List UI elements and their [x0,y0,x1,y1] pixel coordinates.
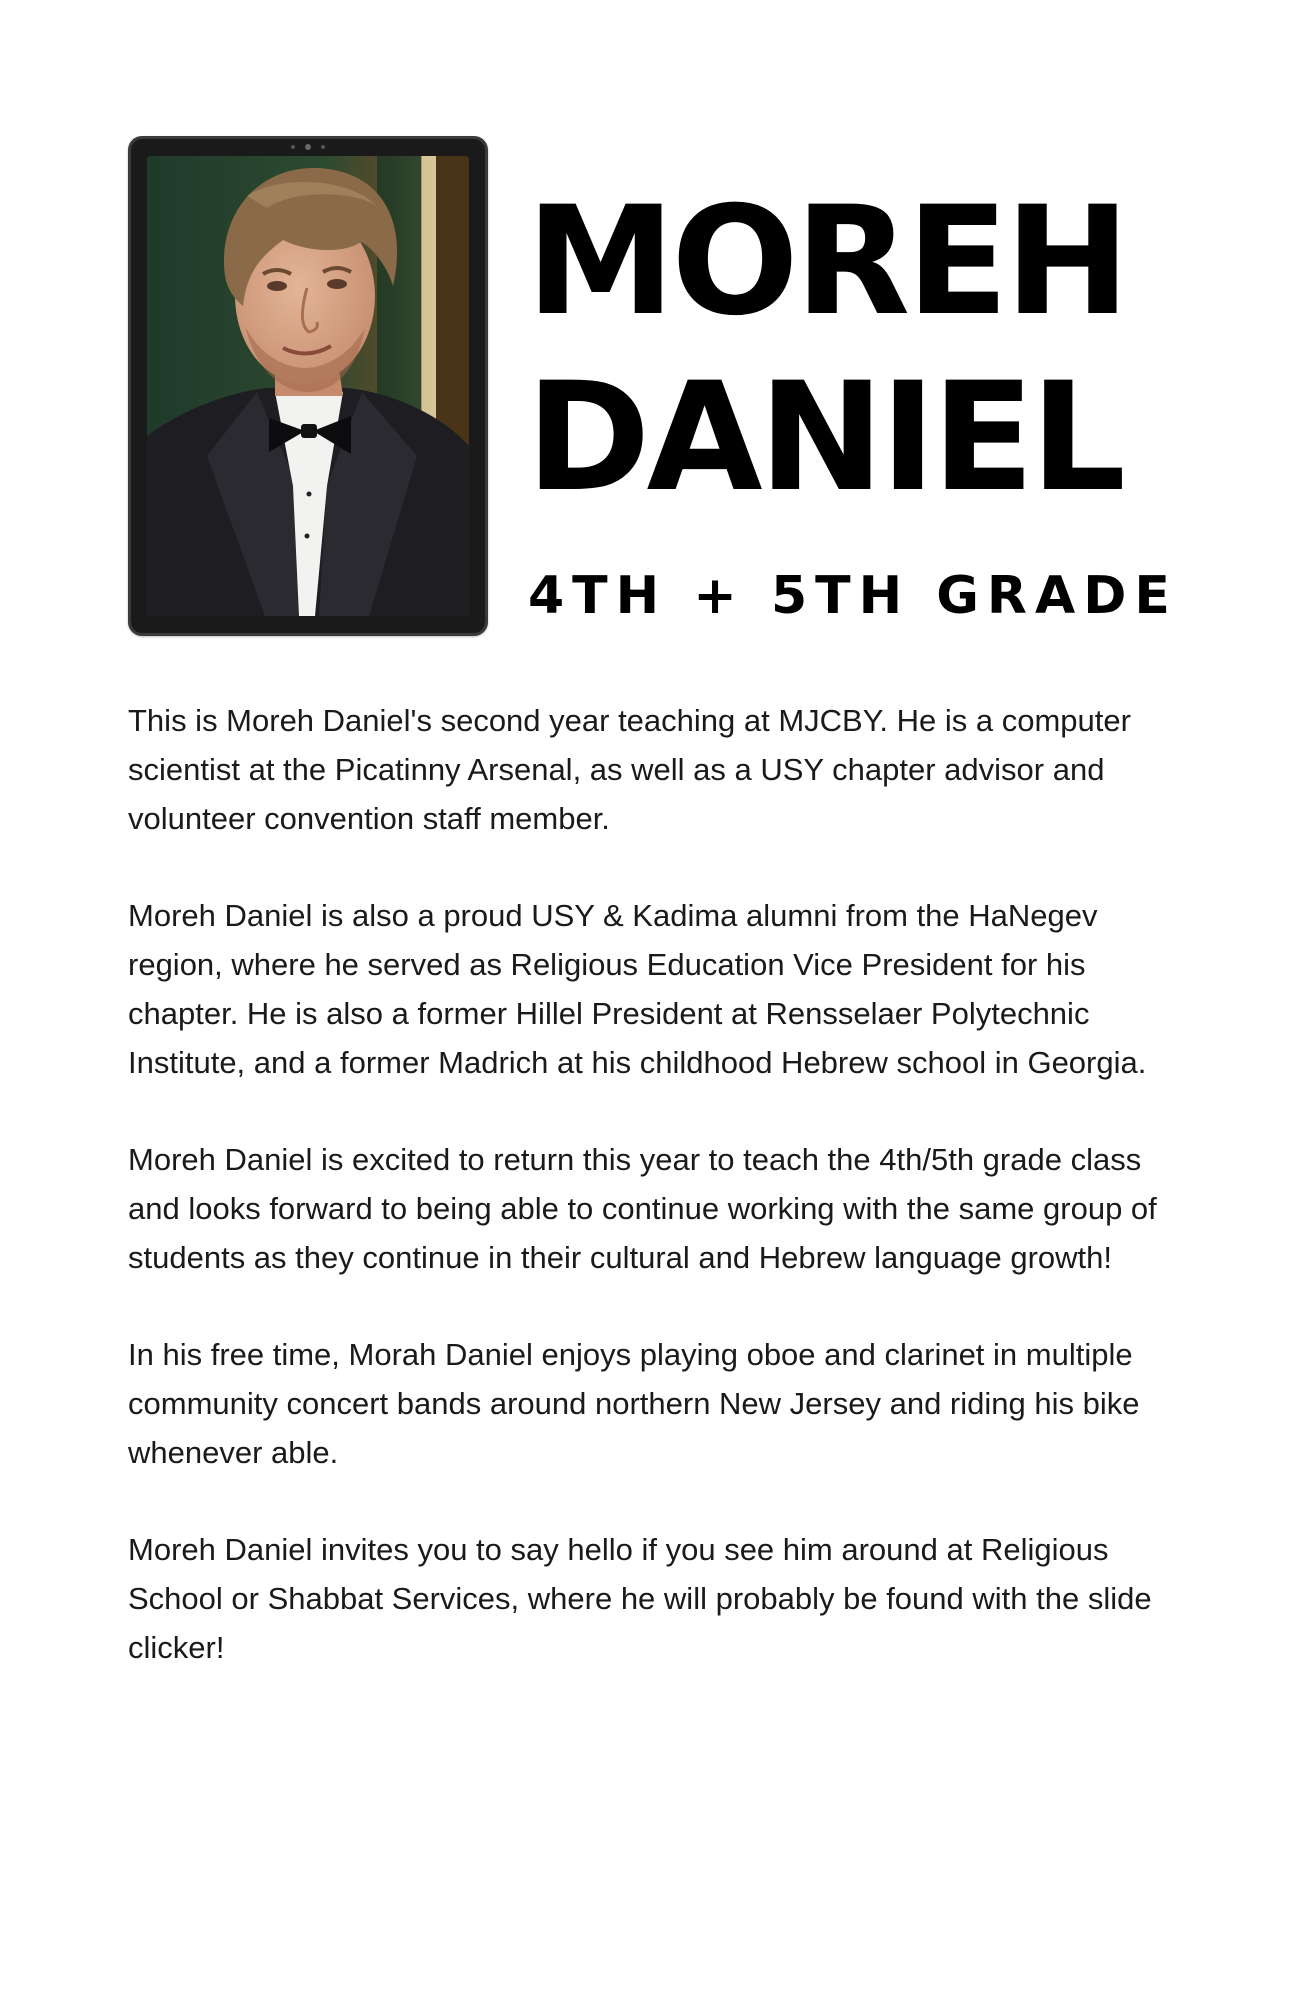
grade-subtitle: 4TH + 5TH GRADE [528,566,1178,626]
bio-paragraph: This is Moreh Daniel's second year teaching at MJCBY. He is a computer scientist at the Picatinny Arsenal, as well as a USY chapter advisor and volunteer convention staff member. [128,703,1131,836]
bio-paragraph: Moreh Daniel is also a proud USY & Kadima alumni from the HaNegev region, where he served as Religious Education Vice President for his chapter. He is also a former Hillel President at Rensselaer Polytechnic Institute, and a former Madrich at his childhood Hebrew school in Georgia. [128,898,1147,1080]
bio-paragraph: Moreh Daniel is excited to return this year to teach the 4th/5th grade class and looks forward to being able to continue working with the same group of students as they continue in their cultural and Hebrew language growth! [128,1142,1157,1275]
bio-paragraph: In his free time, Morah Daniel enjoys playing oboe and clarinet in multiple community concert bands around northern New Jersey and riding his bike whenever able. [128,1337,1140,1470]
page-title [526,174,1126,526]
teacher-portrait-photo [147,156,469,616]
title-line-1: MOREH [526,175,1127,349]
bio-section [128,696,1188,1720]
camera-icon [291,144,325,150]
bio-paragraph: Moreh Daniel invites you to say hello if you see him around at Religious School or Shabbat Services, where he will probably be found with the slide clicker! [128,1532,1152,1665]
title-line-2: DANIEL [526,351,1122,525]
tablet-frame [128,136,488,636]
